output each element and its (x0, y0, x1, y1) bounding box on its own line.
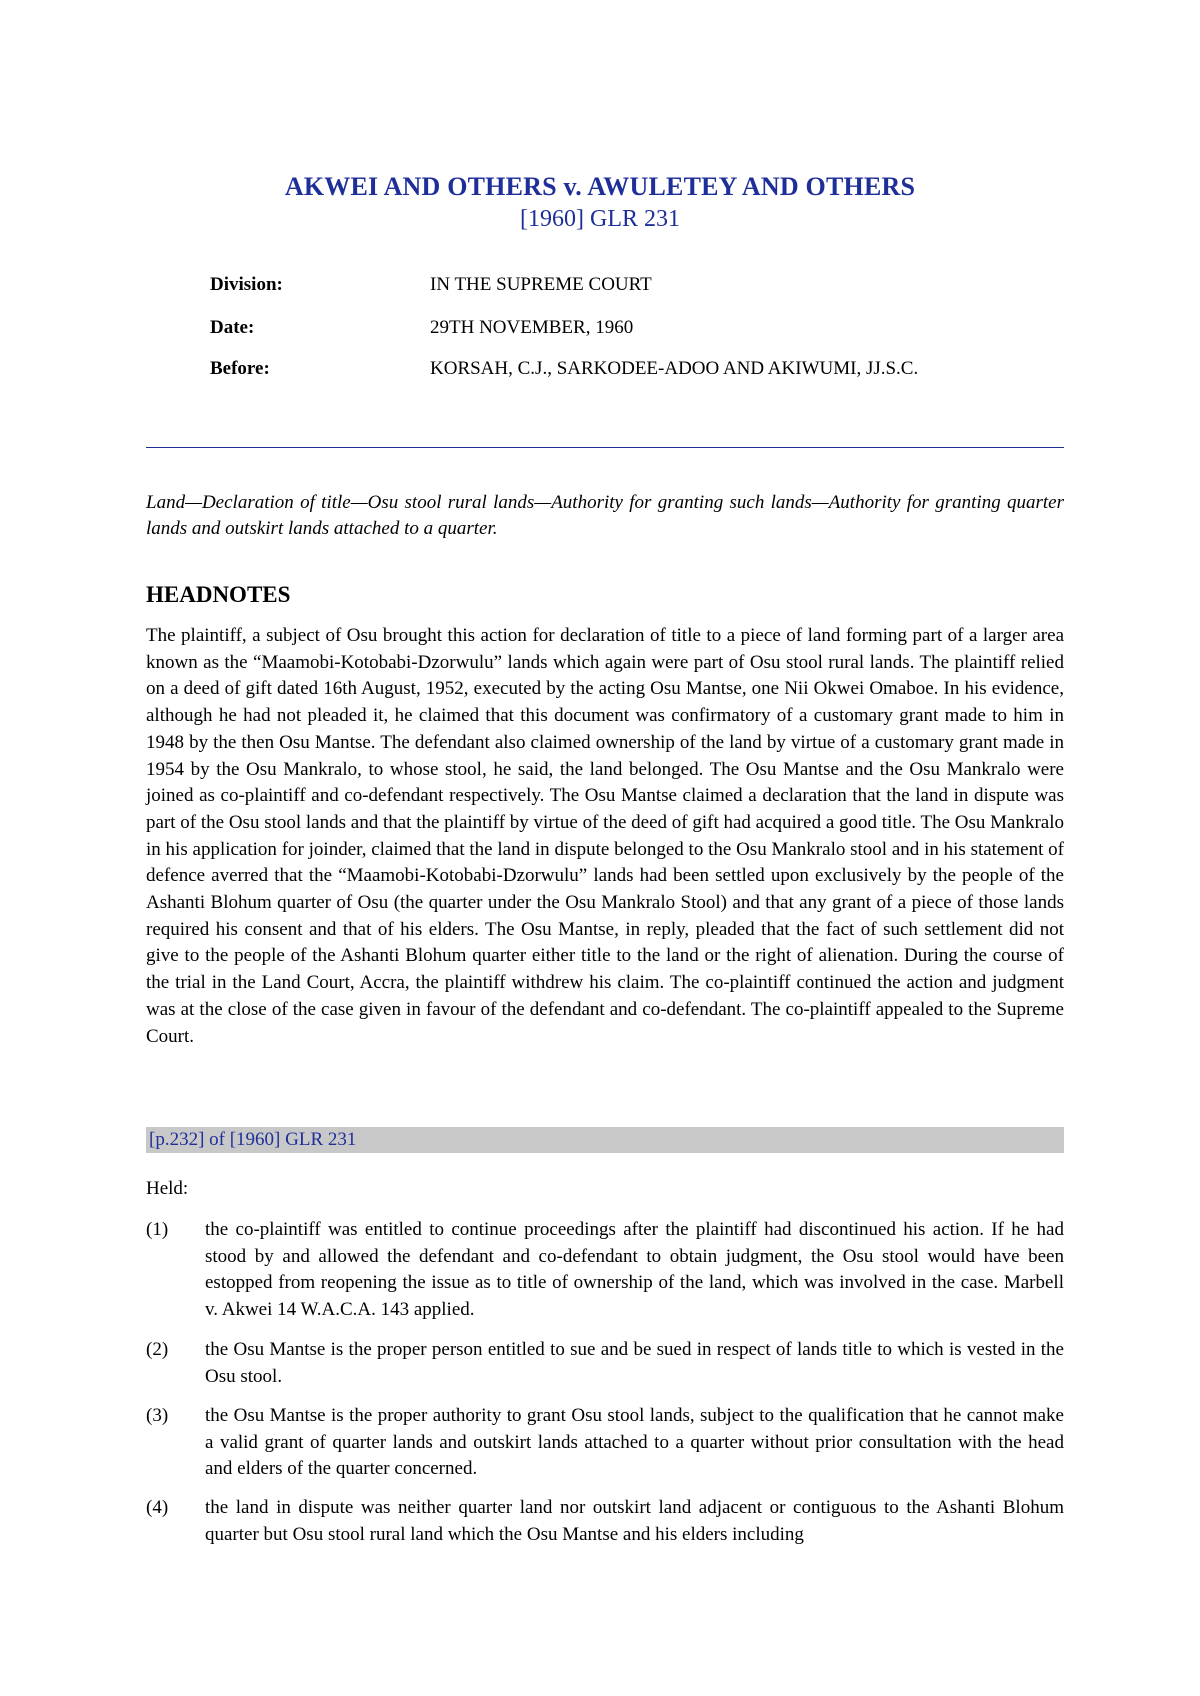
held-item-text: the Osu Mantse is the proper authority to grant Osu stool lands, subject to the qualification that he cannot make a valid grant of quarter lands and outskirt lands attached to a quarter without prior consultation with the head and elders of the quarter concerned. (205, 1405, 1064, 1479)
date-value: 29TH NOVEMBER, 1960 (430, 317, 634, 338)
held-item-number: (3) (146, 1405, 169, 1426)
headnotes-text: The plaintiff, a subject of Osu brought this action for declaration of title to a piece of land forming part of a larger area known as the “Maamobi-Kotobabi-Dzorwulu” lands which again were part of Osu stool rural lands. The plaintiff relied on a deed of gift dated 16th August, 1952, executed by the acting Osu Mantse, one Nii Okwei Omaboe. In his evidence, although he had not pleaded it, he claimed that this document was confirmatory of a customary grant made to him in 1948 by the then Osu Mantse. The defendant also claimed ownership of the land by virtue of a customary grant made in 1954 by the Osu Mankralo, to whose stool, he said, the land belonged. The Osu Mantse and the Osu Mankralo were joined as co-plaintiff and co-defendant respectively. The Osu Mantse claimed a declaration that the land in dispute was part of the Osu stool lands and that the plaintiff by virtue of the deed of gift had acquired a good title. The Osu Mankralo in his application for joinder, claimed that the land in dispute belonged to the Osu Mankralo stool and in his statement of defence averred that the “Maamobi-Kotobabi-Dzorwulu” lands had been settled upon exclusively by the people of the Ashanti Blohum quarter of Osu (the quarter under the Osu Mankralo Stool) and that any grant of a piece of those lands required his consent and that of his elders. The Osu Mantse, in reply, pleaded that the fact of such settlement did not give to the people of the Ashanti Blohum quarter either title to the land or the right of alienation. During the course of the trial in the Land Court, Accra, the plaintiff withdrew his claim. The co-plaintiff continued the action and judgment was at the close of the case given in favour of the defendant and co-defendant. The co-plaintiff appealed to the Supreme Court. (146, 625, 1064, 1047)
subject-matter: Land—Declaration of title—Osu stool rural lands—Authority for granting such lands—Authority for granting quarter lands and outskirt lands attached to a quarter. (146, 492, 1064, 539)
case-citation: [1960] GLR 231 (520, 206, 680, 232)
page-marker: [p.232] of [1960] GLR 231 (146, 1127, 1064, 1153)
held-item-number: (2) (146, 1339, 169, 1360)
before-value: KORSAH, C.J., SARKODEE-ADOO AND AKIWUMI, JJ.S.C. (430, 358, 919, 379)
held-item-text: the land in dispute was neither quarter land nor outskirt land adjacent or contiguous to the Ashanti Blohum quarter but Osu stool rural land which the Osu Mantse and his elders including (205, 1497, 1064, 1545)
case-title: AKWEI AND OTHERS v. AWULETEY AND OTHERS (284, 172, 916, 201)
before-label: Before: (210, 358, 270, 379)
division-label: Division: (210, 274, 283, 295)
division-value: IN THE SUPREME COURT (430, 274, 652, 295)
held-label: Held: (146, 1178, 189, 1199)
held-item-text: the Osu Mantse is the proper person entitled to sue and be sued in respect of lands title to which is vested in the Osu stool. (205, 1339, 1064, 1387)
held-item-text: the co-plaintiff was entitled to continue proceedings after the plaintiff had discontinued his action. If he had stood by and allowed the defendant and co-defendant to obtain judgment, the Osu stool would have been estopped from reopening the issue as to title of ownership of the land, which was involved in the case. Marbell v. Akwei 14 W.A.C.A. 143 applied. (205, 1219, 1064, 1320)
headnotes-heading: HEADNOTES (146, 582, 291, 607)
held-item-number: (4) (146, 1497, 169, 1518)
date-label: Date: (210, 317, 255, 338)
header-divider (146, 447, 1064, 448)
held-item-number: (1) (146, 1219, 169, 1240)
